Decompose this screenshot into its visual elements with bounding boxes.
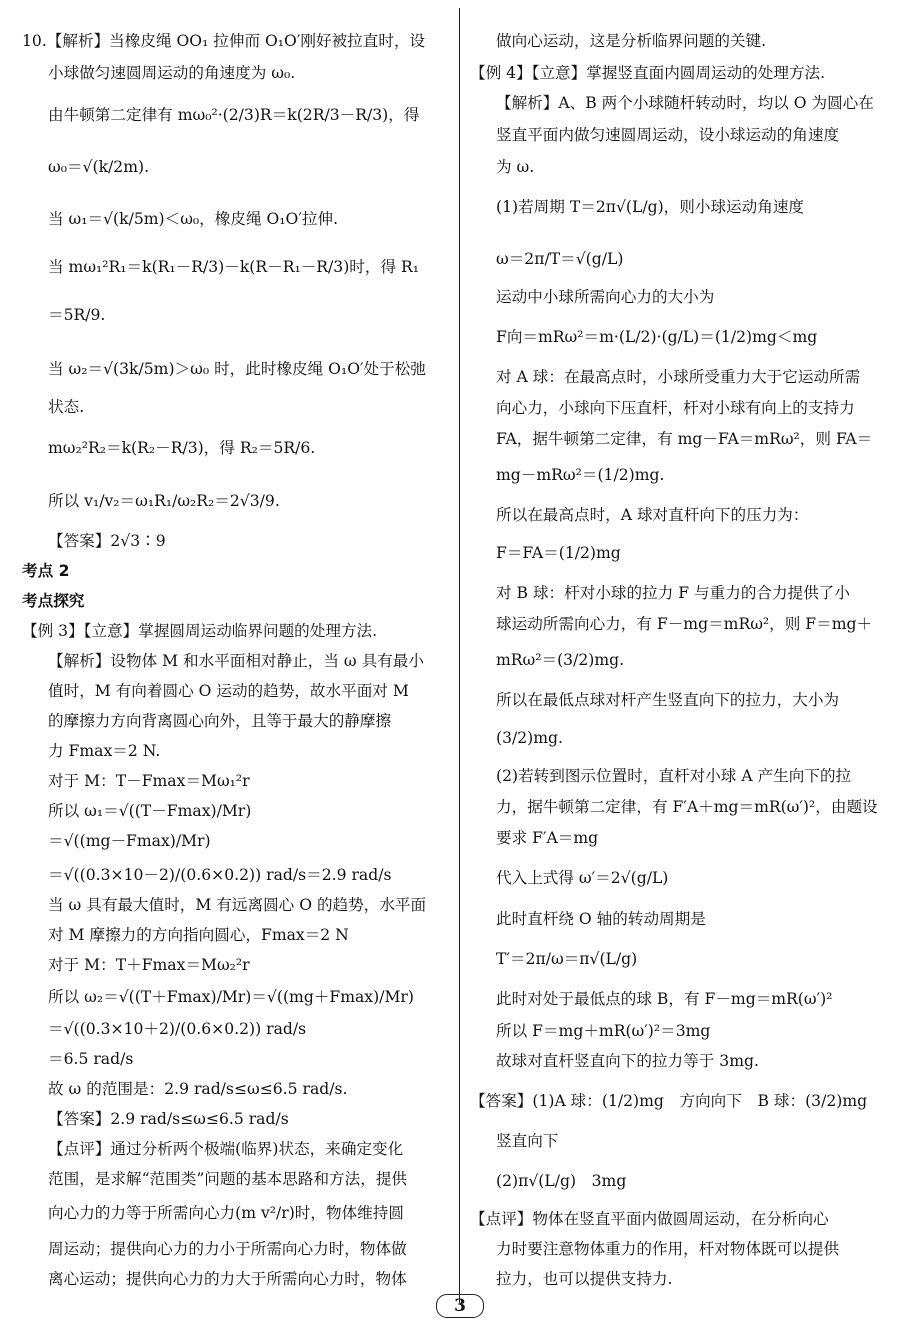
text-line: 对 A 球：在最高点时，小球所受重力大于它运动所需 xyxy=(496,368,861,386)
text-line: 状态. xyxy=(48,398,85,416)
text-line: 竖直向下 xyxy=(496,1132,559,1150)
column-divider xyxy=(459,8,460,1303)
text-line: 值时，M 有向着圆心 O 运动的趋势，故水平面对 M xyxy=(48,682,409,700)
text-line: mω₂²R₂＝k(R₂－R/3)，得 R₂＝5R/6. xyxy=(48,439,316,457)
text-line: 故 ω 的范围是：2.9 rad/s≤ω≤6.5 rad/s. xyxy=(48,1080,348,1098)
text-line: (3/2)mg. xyxy=(496,729,563,747)
text-line: T′＝2π/ω＝π√(L/g) xyxy=(496,950,638,968)
text-line: 运动中小球所需向心力的大小为 xyxy=(496,288,715,306)
answer-line: 【答案】2√3∶9 xyxy=(48,532,166,550)
text-line: 小球做匀速圆周运动的角速度为 ω₀. xyxy=(48,64,296,82)
text-line: 范围，是求解“范围类”问题的基本思路和方法，提供 xyxy=(48,1170,408,1188)
text-line: (2)π√(L/g) 3mg xyxy=(496,1172,627,1190)
section-heading: 考点 2 xyxy=(22,562,70,580)
text-line: 所以在最高点时，A 球对直杆向下的压力为： xyxy=(496,506,809,524)
text-line: 由牛顿第二定律有 mω₀²·(2/3)R＝k(2R/3－R/3)，得 xyxy=(48,106,420,124)
text-line: 所以 F＝mg＋mR(ω′)²＝3mg xyxy=(496,1022,711,1040)
text-line: 【点评】通过分析两个极端(临界)状态，来确定变化 xyxy=(48,1140,404,1158)
text-line: mg－mRω²＝(1/2)mg. xyxy=(496,466,665,484)
text-line: ω＝2π/T＝√(g/L) xyxy=(496,250,624,268)
text-line: 球运动所需向心力，有 F－mg＝mRω²，则 F＝mg＋ xyxy=(496,615,873,633)
text-line: 离心运动；提供向心力的力大于所需向心力时，物体 xyxy=(48,1270,407,1288)
text-line: F＝FA＝(1/2)mg xyxy=(496,544,621,562)
text-line: 【点评】物体在竖直平面内做圆周运动，在分析向心 xyxy=(470,1210,829,1228)
text-line: mRω²＝(3/2)mg. xyxy=(496,651,625,669)
text-line: 当 ω₂＝√(3k/5m)＞ω₀ 时，此时橡皮绳 O₁O′处于松弛 xyxy=(48,360,426,378)
text-line: ＝√((0.3×10＋2)/(0.6×0.2)) rad/s xyxy=(48,1020,307,1038)
text-line: 所以 v₁/v₂＝ω₁R₁/ω₂R₂＝2√3/9. xyxy=(48,492,280,510)
text-line: 力时要注意物体重力的作用，杆对物体既可以提供 xyxy=(496,1240,840,1258)
text-line: 为 ω. xyxy=(496,158,535,176)
text-line: ＝5R/9. xyxy=(48,306,106,324)
text-line: 当 ω₁＝√(k/5m)＜ω₀，橡皮绳 O₁O′拉伸. xyxy=(48,210,339,228)
section-heading: 考点探究 xyxy=(22,592,85,610)
text-line: FA，据牛顿第二定律，有 mg－FA＝mRω²，则 FA＝ xyxy=(496,430,873,448)
text-line: 对 B 球：杆对小球的拉力 F 与重力的合力提供了小 xyxy=(496,584,850,602)
text-line: 此时对处于最低点的球 B，有 F－mg＝mR(ω′)² xyxy=(496,990,833,1008)
text-line: 的摩擦力方向背离圆心向外，且等于最大的静摩擦 xyxy=(48,712,392,730)
text-line: 竖直平面内做匀速圆周运动，设小球运动的角速度 xyxy=(496,126,840,144)
answer-line: 【答案】(1)A 球：(1/2)mg 方向向下 B 球：(3/2)mg xyxy=(470,1092,868,1110)
text-line: 代入上式得 ω′＝2√(g/L) xyxy=(496,869,669,887)
example-heading: 【例 4】【立意】掌握竖直面内圆周运动的处理方法. xyxy=(470,64,826,82)
text-line: 对 M 摩擦力的方向指向圆心，Fmax＝2 N xyxy=(48,926,349,944)
text-line: 对于 M：T＋Fmax＝Mω₂²r xyxy=(48,956,250,974)
text-line: 力，据牛顿第二定律，有 F′A＋mg＝mR(ω′)²，由题设 xyxy=(496,798,878,816)
text-line: ＝6.5 rad/s xyxy=(48,1050,134,1068)
text-line: (1)若周期 T＝2π√(L/g)，则小球运动角速度 xyxy=(496,198,805,216)
text-line: 【解析】设物体 M 和水平面相对静止，当 ω 具有最小 xyxy=(48,652,424,670)
text-line: 当 mω₁²R₁＝k(R₁－R/3)－k(R－R₁－R/3)时，得 R₁ xyxy=(48,258,420,276)
text-line: ω₀＝√(k/2m). xyxy=(48,158,150,176)
text-line: 所以 ω₁＝√((T－Fmax)/Mr) xyxy=(48,802,252,820)
text-line: 对于 M：T－Fmax＝Mω₁²r xyxy=(48,772,250,790)
text-line: 向心力的力等于所需向心力(m v²/r)时，物体维持圆 xyxy=(48,1204,404,1222)
text-line: 要求 F′A＝mg xyxy=(496,829,599,847)
example-heading: 【例 3】【立意】掌握圆周运动临界问题的处理方法. xyxy=(22,622,378,640)
text-line: 周运动；提供向心力的力小于所需向心力时，物体做 xyxy=(48,1240,407,1258)
text-line: 力 Fmax＝2 N. xyxy=(48,742,161,760)
text-line: 所以 ω₂＝√((T＋Fmax)/Mr)＝√((mg＋Fmax)/Mr) xyxy=(48,988,414,1006)
text-line: F向＝mRω²＝m·(L/2)·(g/L)＝(1/2)mg＜mg xyxy=(496,328,818,346)
text-line: ＝√((0.3×10－2)/(0.6×0.2)) rad/s＝2.9 rad/s xyxy=(48,866,392,884)
text-line: 故球对直杆竖直向下的拉力等于 3mg. xyxy=(496,1052,759,1070)
text-line: 向心力，小球向下压直杆，杆对小球有向上的支持力 xyxy=(496,399,855,417)
text-line: (2)若转到图示位置时，直杆对小球 A 产生向下的拉 xyxy=(496,767,852,785)
page-number: 3 xyxy=(436,1294,484,1318)
text-line: 【解析】A、B 两个小球随杆转动时，均以 O 为圆心在 xyxy=(496,94,874,112)
text-line: 所以在最低点球对杆产生竖直向下的拉力，大小为 xyxy=(496,691,840,709)
text-line: 10.【解析】当橡皮绳 OO₁ 拉伸而 O₁O′刚好被拉直时，设 xyxy=(22,32,426,50)
text-line: 此时直杆绕 O 轴的转动周期是 xyxy=(496,910,706,928)
text-line: 拉力，也可以提供支持力. xyxy=(496,1270,673,1288)
text-line: 做向心运动，这是分析临界问题的关键. xyxy=(496,32,767,50)
text-line: 当 ω 具有最大值时，M 有远离圆心 O 的趋势，水平面 xyxy=(48,896,427,914)
text-line: ＝√((mg－Fmax)/Mr) xyxy=(48,832,211,850)
answer-line: 【答案】2.9 rad/s≤ω≤6.5 rad/s xyxy=(48,1110,289,1128)
